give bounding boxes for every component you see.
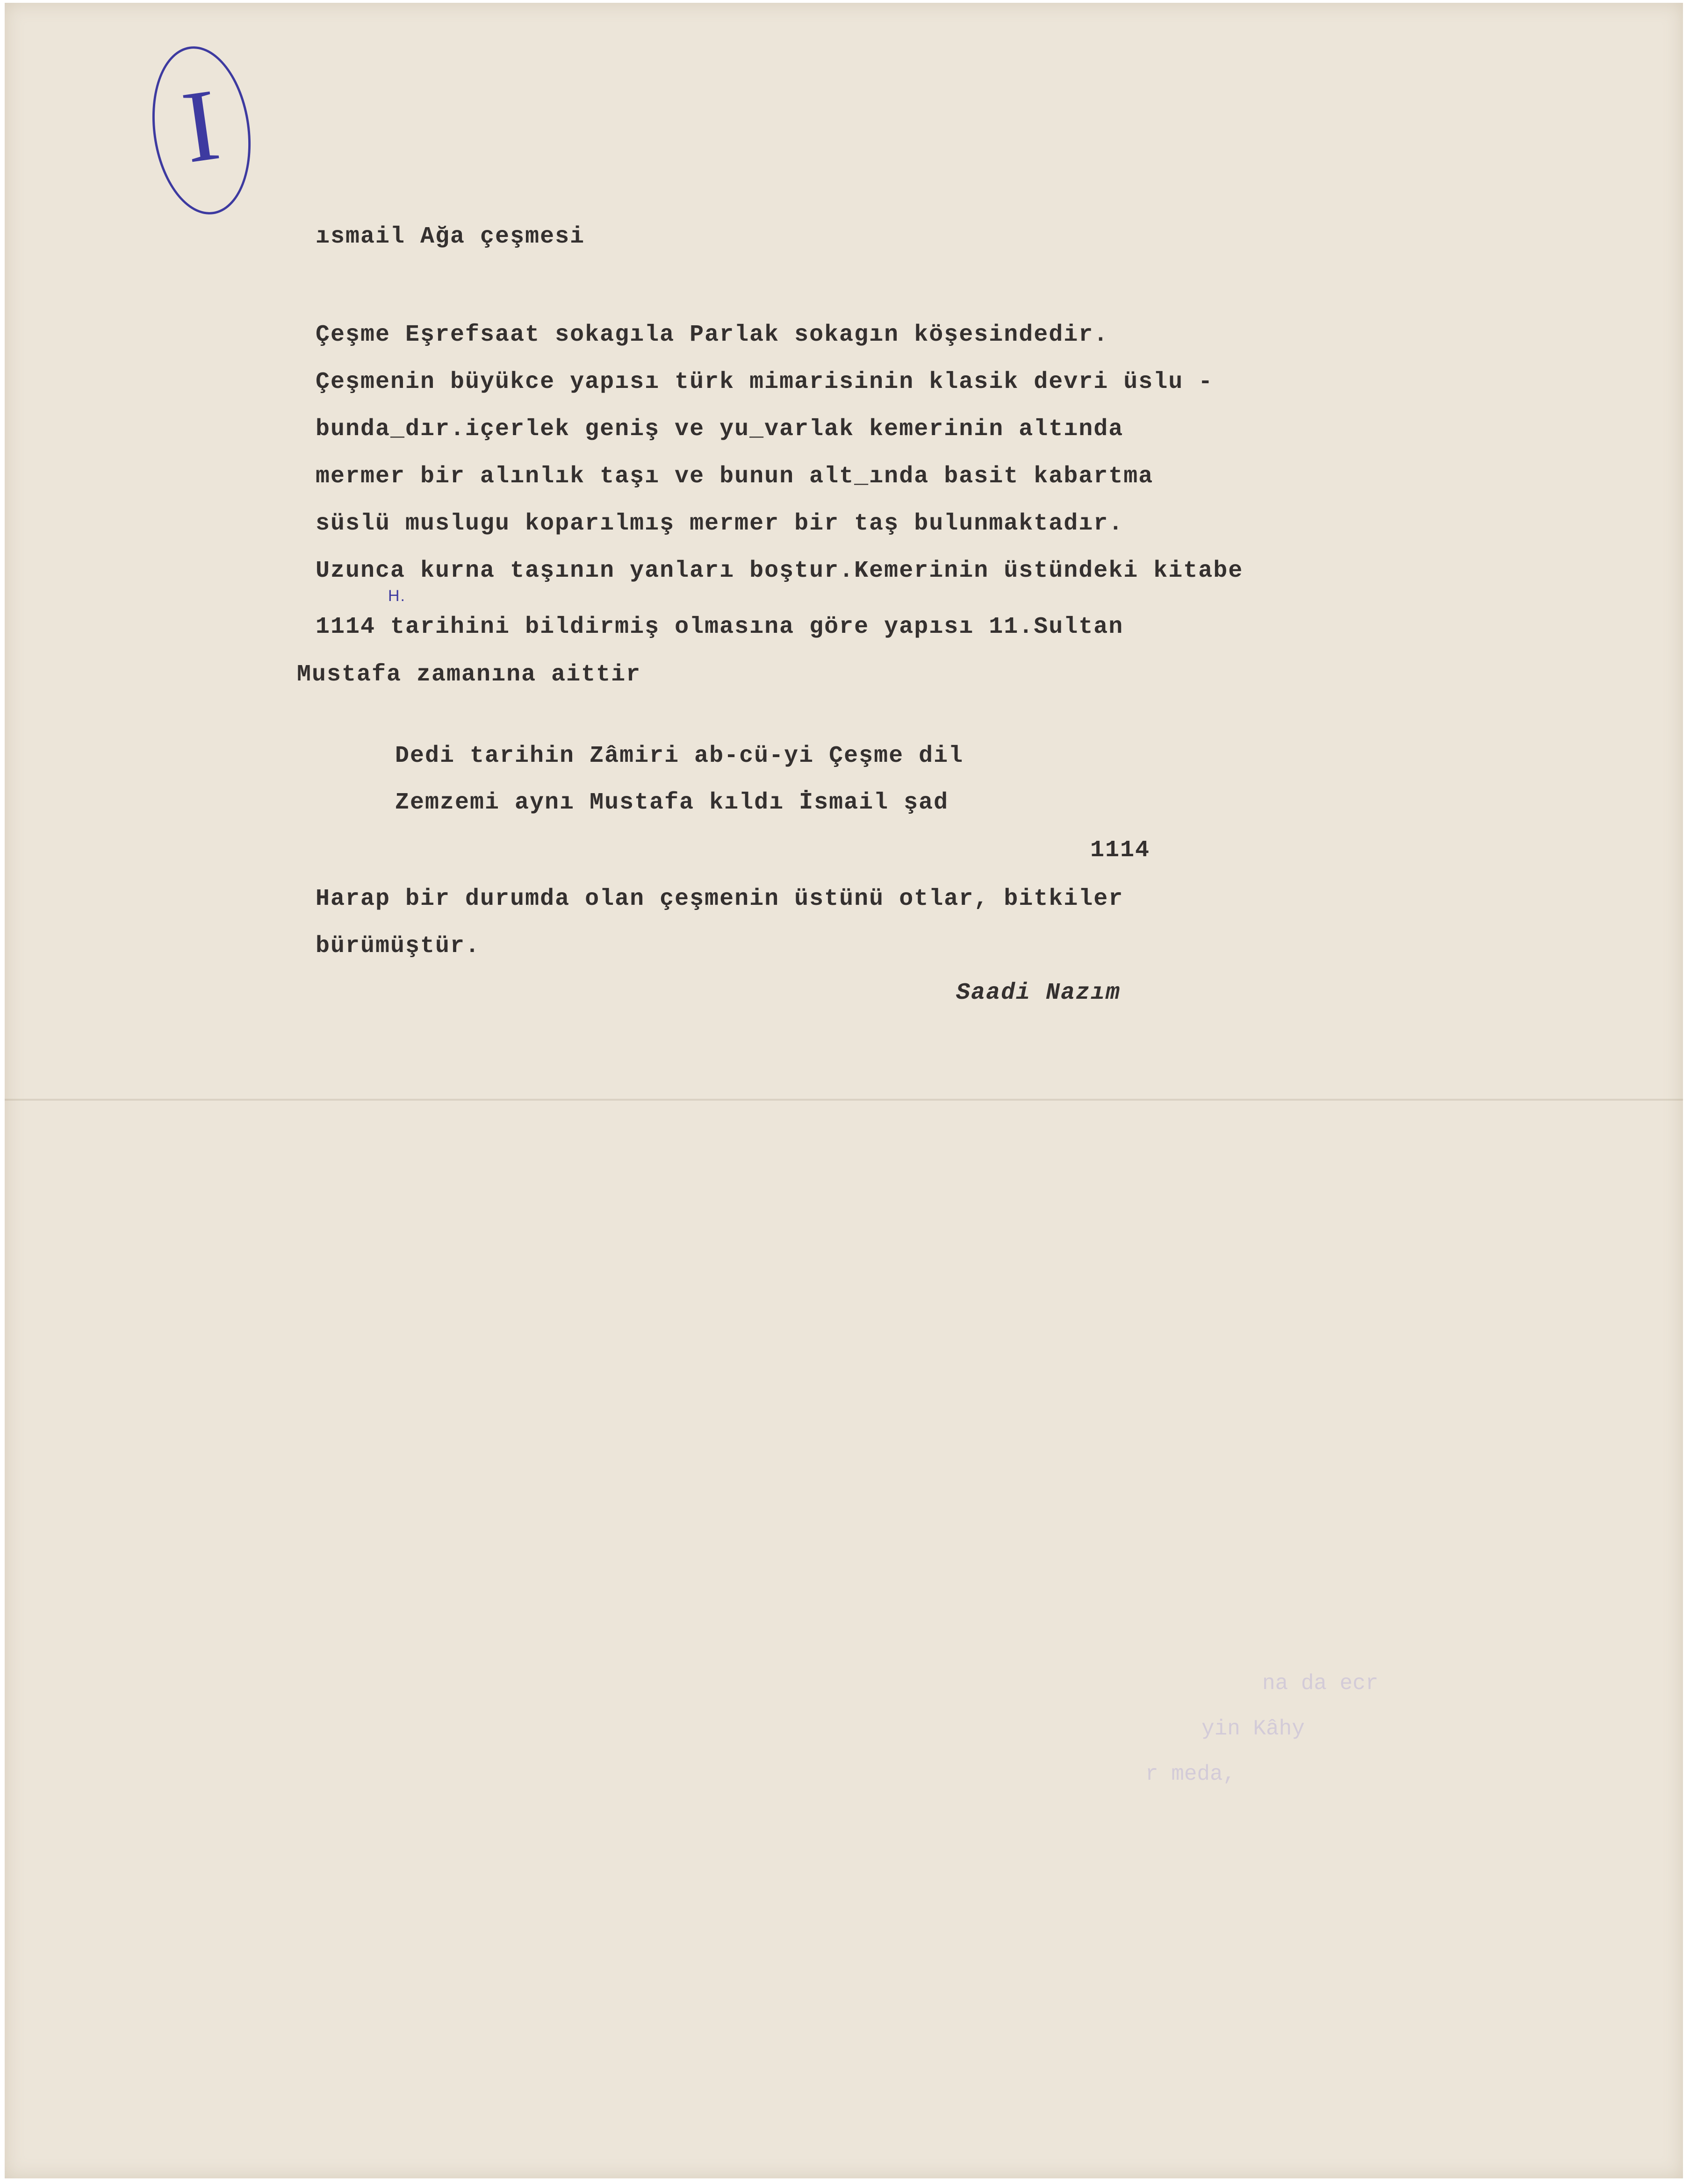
body-line: Uzunca kurna taşının yanları boştur.Kemerinin üstündeki kitabe [316, 558, 1244, 584]
closing-line: Harap bir durumda olan çeşmenin üstünü otlar, bitkiler [316, 886, 1124, 912]
body-line: mermer bir alınlık taşı ve bunun alt_ında basit kabartma [316, 463, 1154, 490]
verse-year: 1114 [1090, 837, 1151, 864]
bleed-through-text: r meda, [1145, 1762, 1236, 1786]
signature: Saadi Nazım [956, 980, 1121, 1006]
hijri-annotation: H. [388, 587, 406, 605]
circled-numeral-text: I [176, 67, 226, 185]
handwritten-circled-numeral [142, 40, 261, 221]
body-line: süslü muslugu koparılmış mermer bir taş bulunmaktadır. [316, 510, 1124, 537]
closing-line: bürümüştür. [316, 933, 481, 960]
body-line: 1114 tarihini bildirmiş olmasına göre yapısı 11.Sultan [316, 614, 1124, 640]
body-line: Mustafa zamanına aittir [297, 661, 641, 688]
bleed-through-text: yin Kâhy [1201, 1717, 1305, 1741]
body-line: Çeşme Eşrefsaat sokagıla Parlak sokagın köşesindedir. [316, 322, 1109, 348]
document-page [5, 3, 1683, 2178]
document-heading: ısmail Ağa çeşmesi [316, 223, 585, 250]
verse-line: Zemzemi aynı Mustafa kıldı İsmail şad [395, 789, 949, 816]
body-line: bunda_dır.içerlek geniş ve yu_varlak kemerinin altında [316, 416, 1124, 443]
body-line: Çeşmenin büyükce yapısı türk mimarisinin klasik devri üslu - [316, 369, 1214, 395]
page-fold-line [5, 1099, 1683, 1101]
bleed-through-text: na da ecr [1262, 1671, 1379, 1696]
verse-line: Dedi tarihin Zâmiri ab-cü-yi Çeşme dil [395, 743, 964, 769]
